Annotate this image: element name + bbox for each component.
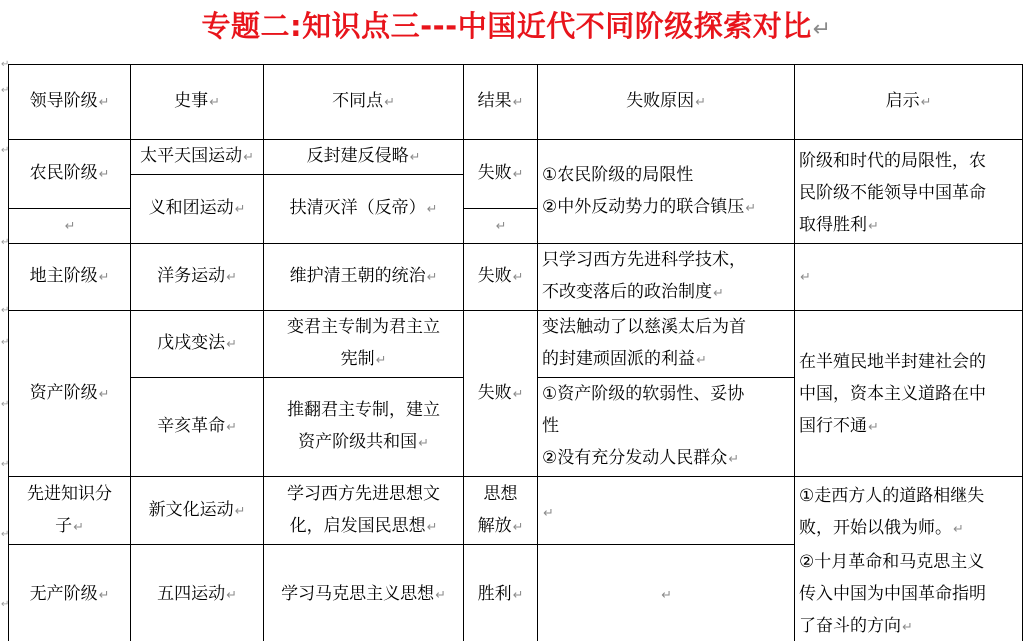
paragraph-mark-icon: ↵ [953, 522, 964, 537]
reason-line: 只学习西方先进科学技术， [542, 250, 746, 270]
paragraph-mark-icon: ↵ [426, 202, 438, 217]
cell-diff-may-fourth: 学习马克思主义思想↵ [264, 545, 464, 641]
cell-lesson-bourgeois [795, 311, 1023, 477]
reason-line: ②中外反动势力的联合镇压 [542, 196, 745, 217]
paragraph-mark-icon: ↵ [728, 452, 739, 467]
paragraph-mark-icon: ↵ [1, 59, 10, 70]
paragraph-mark-icon: ↵ [868, 420, 879, 435]
header-cell-lesson: 启示↵ [795, 65, 1023, 140]
paragraph-mark-icon: ↵ [384, 95, 395, 110]
cell-event-taiping: 太平天国运动↵ [131, 140, 264, 175]
paragraph-mark-icon: ↵ [226, 337, 237, 352]
reason-line: 的封建顽固派的利益 [542, 349, 695, 369]
lesson-line: ②十月革命和马克思主义 [799, 552, 985, 572]
reason-line: 不改变落后的政治制度 [542, 282, 712, 302]
lesson-line: 中国，资本主义道路在中 [799, 384, 986, 404]
paragraph-mark-icon: ↵ [98, 386, 110, 402]
paragraph-mark-icon: ↵ [64, 219, 76, 234]
cell-result-landlord: 失败↵ [464, 244, 538, 311]
cell-diff-reform [264, 311, 464, 378]
cell-diff-taiping: 反封建反侵略↵ [264, 140, 464, 175]
cell-class-landlord: 地主阶级↵ [9, 244, 131, 311]
cell-reason-landlord [538, 244, 795, 311]
diff-line: 宪制 [340, 349, 375, 369]
paragraph-mark-icon: ↵ [1, 85, 10, 96]
header-cell-reason: 失败原因↵ [538, 65, 795, 140]
class-line: 子 [55, 515, 73, 536]
table-row [9, 140, 1023, 175]
comparison-table [8, 64, 1023, 641]
paragraph-mark-icon: ↵ [226, 587, 237, 603]
lesson-line: ①走西方人的道路相继失 [799, 486, 985, 506]
paragraph-mark-icon: ↵ [226, 420, 237, 435]
paragraph-mark-icon: ↵ [1, 145, 10, 156]
paragraph-mark-icon: ↵ [375, 353, 387, 368]
paragraph-mark-icon: ↵ [512, 386, 524, 402]
diff-line: 化，启发国民思想 [289, 515, 426, 536]
cell-event-reform: 戊戌变法↵ [131, 311, 264, 378]
paragraph-mark-icon: ↵ [696, 353, 707, 368]
cell-result-bourgeois: 失败↵ [464, 311, 538, 477]
cell-result-peasant: 失败↵ [464, 140, 538, 209]
paragraph-mark-icon: ↵ [98, 270, 110, 285]
lesson-line: 传入中国为中国革命指明 [799, 584, 986, 604]
cell-event-new-culture: 新文化运动↵ [131, 477, 264, 545]
paragraph-mark-icon: ↵ [812, 17, 832, 42]
paragraph-mark-icon: ↵ [800, 270, 811, 285]
lesson-line: 了奋斗的方向 [799, 616, 901, 636]
paragraph-mark-icon: ↵ [512, 270, 524, 285]
lesson-line: 阶级和时代的局限性，农 [799, 150, 986, 171]
header-cell-class: 领导阶级↵ [9, 65, 131, 140]
page-title [0, 6, 1033, 50]
cell-lesson-landlord [795, 244, 1023, 311]
cell-result-proletariat: 胜利↵ [464, 545, 538, 641]
paragraph-mark-icon: ↵ [512, 95, 524, 110]
diff-line: 资产阶级共和国 [298, 432, 418, 452]
paragraph-mark-icon: ↵ [661, 587, 672, 603]
lesson-line: 国行不通 [799, 416, 867, 436]
reason-line: ①农民阶级的局限性 [542, 164, 694, 185]
paragraph-mark-icon: ↵ [1, 529, 10, 540]
cell-event-boxer: 义和团运动↵ [131, 175, 264, 244]
cell-reason-reform [538, 311, 795, 378]
table-row [9, 244, 1023, 311]
paragraph-mark-icon: ↵ [713, 286, 724, 301]
paragraph-mark-icon: ↵ [418, 436, 429, 451]
paragraph-mark-icon: ↵ [426, 519, 438, 535]
diff-line: 推翻君主专制，建立 [287, 400, 440, 420]
diff-line: 学习西方先进思想文 [287, 483, 440, 504]
reason-line: ①资产阶级的软弱性、妥协 [542, 384, 745, 404]
lesson-line: 民阶级不能领导中国革命 [799, 182, 986, 203]
paragraph-mark-icon: ↵ [435, 587, 446, 603]
paragraph-mark-icon: ↵ [1, 459, 10, 470]
cell-class-bourgeois: 资产阶级↵ [9, 311, 131, 477]
paragraph-mark-icon: ↵ [234, 503, 246, 519]
table-header-row [9, 65, 1023, 140]
paragraph-mark-icon: ↵ [426, 270, 438, 285]
paragraph-mark-icon: ↵ [902, 620, 913, 635]
cell-reason-proletariat [538, 545, 795, 641]
title-text: 专题二:知识点三---中国近代不同阶级探索对比 [201, 9, 812, 43]
cell-class-peasant: 农民阶级↵ [9, 140, 131, 209]
reason-line: 变法触动了以慈溪太后为首 [542, 317, 746, 337]
paragraph-mark-icon: ↵ [543, 505, 554, 521]
cell-class-proletariat: 无产阶级↵ [9, 545, 131, 641]
paragraph-mark-icon: ↵ [243, 150, 254, 165]
paragraph-mark-icon: ↵ [234, 202, 246, 217]
paragraph-mark-icon: ↵ [98, 167, 110, 182]
paragraph-mark-icon: ↵ [695, 95, 706, 110]
paragraph-mark-icon: ↵ [920, 95, 932, 110]
paragraph-mark-icon: ↵ [73, 519, 84, 535]
cell-lesson-peasant [795, 140, 1023, 244]
lesson-line: 败，开始以俄为师。 [799, 518, 952, 538]
result-line: 思想 [483, 483, 518, 504]
cell-diff-boxer: 扶清灭洋（反帝）↵ [264, 175, 464, 244]
cell-diff-new-culture [264, 477, 464, 545]
cell-reason-revolution [538, 378, 795, 477]
paragraph-mark-icon: ↵ [495, 219, 507, 234]
cell-diff-revolution [264, 378, 464, 477]
cell-event-westernization: 洋务运动↵ [131, 244, 264, 311]
paragraph-mark-icon: ↵ [1, 237, 10, 248]
paragraph-mark-icon: ↵ [1, 399, 10, 410]
paragraph-mark-icon: ↵ [1, 599, 10, 610]
paragraph-mark-icon: ↵ [512, 167, 524, 182]
table-row [9, 477, 1023, 545]
reason-line: 性 [542, 416, 559, 436]
cell-empty [9, 209, 131, 244]
cell-reason-intellectual [538, 477, 795, 545]
paragraph-mark-icon: ↵ [868, 218, 879, 234]
class-line: 先进知识分 [27, 483, 112, 504]
header-cell-result: 结果↵ [464, 65, 538, 140]
cell-reason-peasant [538, 140, 795, 244]
header-cell-difference: 不同点↵ [264, 65, 464, 140]
diff-line: 变君主专制为君主立 [287, 317, 440, 337]
cell-event-revolution: 辛亥革命↵ [131, 378, 264, 477]
cell-diff-westernization: 维护清王朝的统治↵ [264, 244, 464, 311]
paragraph-mark-icon: ↵ [209, 95, 220, 110]
cell-event-may-fourth: 五四运动↵ [131, 545, 264, 641]
lesson-line: 在半殖民地半封建社会的 [799, 352, 986, 372]
paragraph-mark-icon: ↵ [409, 150, 421, 165]
paragraph-mark-icon: ↵ [98, 587, 110, 603]
header-cell-event: 史事↵ [131, 65, 264, 140]
paragraph-mark-icon: ↵ [512, 519, 524, 535]
paragraph-mark-icon: ↵ [512, 587, 524, 603]
table-row [9, 311, 1023, 378]
cell-empty [464, 209, 538, 244]
cell-result-intellectual [464, 477, 538, 545]
paragraph-mark-icon: ↵ [1, 337, 10, 348]
lesson-line: 取得胜利 [799, 214, 867, 235]
cell-class-intellectual [9, 477, 131, 545]
paragraph-mark-icon: ↵ [98, 95, 110, 110]
paragraph-mark-icon: ↵ [226, 270, 237, 285]
result-line: 解放 [477, 515, 512, 536]
paragraph-mark-icon: ↵ [745, 200, 756, 216]
cell-lesson-proletariat [795, 477, 1023, 641]
paragraph-mark-icon: ↵ [1, 305, 10, 316]
reason-line: ②没有充分发动人民群众 [542, 448, 728, 468]
